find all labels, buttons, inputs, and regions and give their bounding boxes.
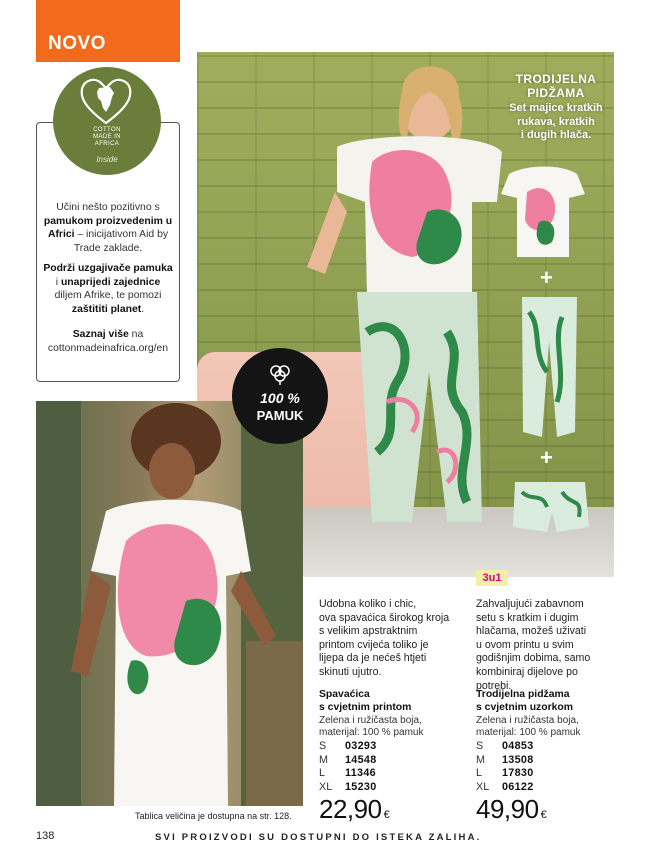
size-row: L 17830 [476, 767, 534, 779]
plus-icon: + [540, 265, 553, 290]
model-illustration [36, 401, 303, 806]
novo-label: NOVO [48, 33, 106, 54]
size-row: M 14548 [319, 753, 377, 766]
nightdress-photo [36, 401, 303, 806]
size-row: S 03293 [319, 740, 377, 752]
size-row: XL 06122 [476, 780, 534, 793]
product-1-name: Spavaćica s cvjetnim printom [319, 689, 412, 713]
page-number: 138 [36, 830, 55, 842]
info-paragraph-2: Podrži uzgajivače pamuka i unaprijedi zajednice diljem Afrike, te pomozi zaštititi planet. [43, 263, 173, 315]
size-row: XL 15230 [319, 780, 377, 793]
heart-africa-icon [77, 73, 135, 127]
product-1-sizes [319, 740, 377, 794]
product-1-meta: Zelena i ružičasta boja, materijal: 100 % pamuk [319, 715, 424, 739]
size-chart-note: Tablica veličina je dostupna na str. 128. [135, 811, 292, 821]
cotton-badge [232, 348, 328, 444]
plus-icon: + [540, 445, 553, 470]
logo-script: Inside [96, 155, 118, 164]
three-in-one-tag: 3u1 [476, 570, 508, 586]
size-row: S 04853 [476, 740, 534, 752]
pyjama-caption: TRODIJELNA PIDŽAMA Set majice kratkih rukava, kratkih i dugih hlača. [509, 72, 603, 141]
product-1-description: Udobna koliko i chic, ova spavaćica širokog kroja s velikim apstraktnim printom cvijeća toliko je lijepa da je nećeš htjeti skinuti ujutro. [319, 598, 450, 678]
cotton-flower-icon [268, 363, 292, 385]
product-2-name: Trodijelna pidžama s cvjetnim uzorkom [476, 689, 574, 713]
info-paragraph-1: Učini nešto pozitivno s pamukom proizvedenim u Africi – inicijativom Aid by Trade zaklade. [43, 202, 173, 254]
product-2-description: Zahvaljujući zabavnom setu s kratkim i dugim hlačama, možeš uživati u ovom printu u svim godišnjim dobima, samo kombiniraj dijelove po potrebi. [476, 598, 591, 692]
product-1-price: 22,90 € [319, 794, 390, 824]
logo-text: COTTON MADE IN AFRICA [93, 127, 121, 147]
novo-badge [36, 0, 180, 62]
product-2-price: 49,90 € [476, 794, 547, 824]
cotton-word: PAMUK [256, 408, 304, 423]
availability-footer: SVI PROIZVODI SU DOSTUPNI DO ISTEKA ZALIHA. [155, 832, 482, 843]
info-paragraph-3[interactable]: Saznaj više na cottonmadeinafrica.org/en [47, 329, 169, 354]
size-row: L 11346 [319, 767, 376, 779]
size-row: M 13508 [476, 753, 534, 766]
product-2-sizes [476, 740, 534, 794]
product-2-meta: Zelena i ružičasta boja, materijal: 100 % pamuk [476, 715, 581, 739]
cotton-percent: 100 % [260, 390, 300, 406]
cotton-made-in-africa-logo [53, 67, 161, 175]
